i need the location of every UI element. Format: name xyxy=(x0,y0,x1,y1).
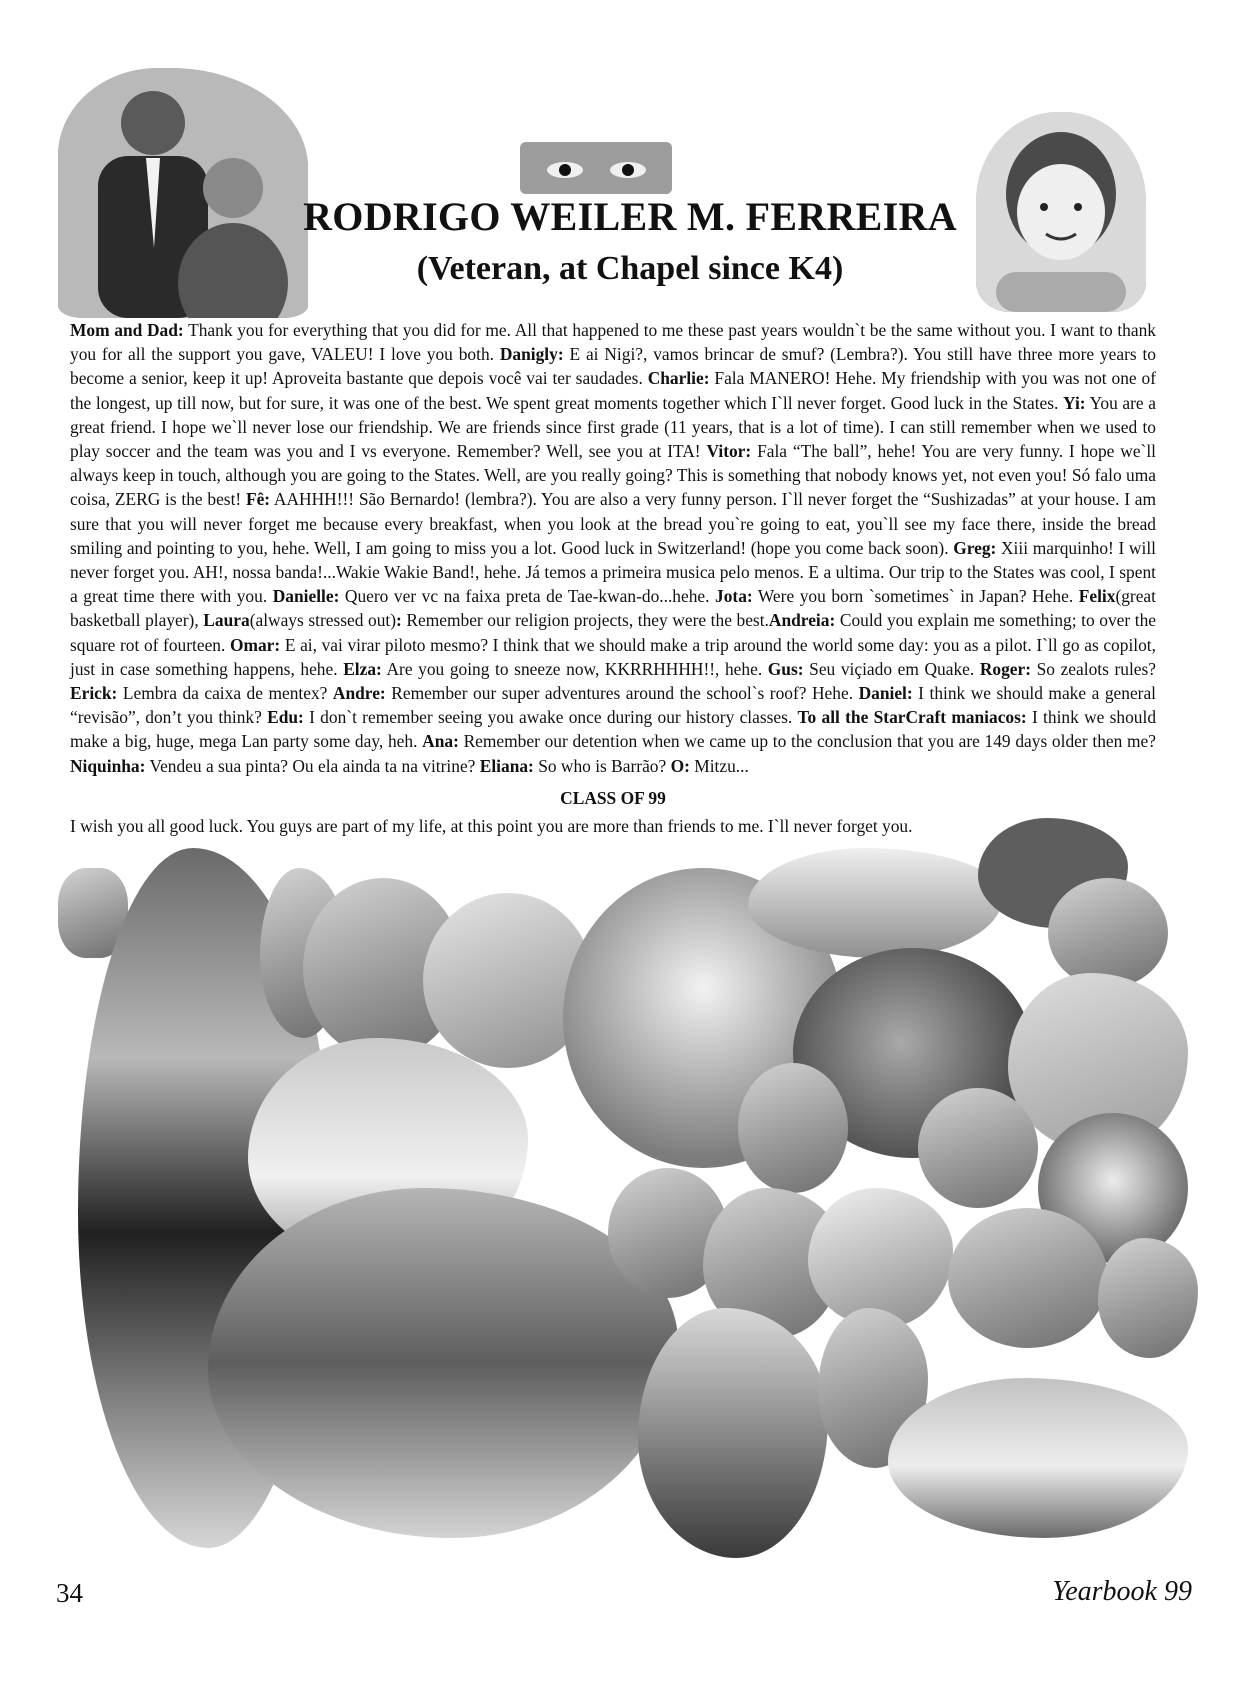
collage-photo-boy-sunglasses xyxy=(948,1208,1108,1348)
message-text: AAHHH!!! São Bernardo! (lembra?). You are also a very funny person. I`ll never forget the “Sushizadas” at your house. I am sure that you will never forget me because every breakfast, when you look at the bread you`re going to eat, you`ll see my face there, inside the bread smiling and pointing to you, hehe. Well, I am going to miss you a lot. Good luck in Switzerland! (hope you come back soon). xyxy=(70,489,1157,558)
message-text: Mitzu... xyxy=(689,755,749,776)
student-subtitle: (Veteran, at Chapel since K4) xyxy=(416,250,844,287)
message-recipient: Eliana: xyxy=(479,755,534,776)
message-recipient: Yi: xyxy=(1063,392,1086,413)
message-text: Fala “The ball”, hehe! You are very funny. I hope we`ll always keep in touch, although you are going to the States. Well, are you really going? This is something that nobody knows yet, not even you! Só falo uma coisa, ZERG is the best! xyxy=(70,441,1156,510)
eyes-icon xyxy=(520,142,672,194)
message-recipient: Greg: xyxy=(953,537,997,558)
collage-photo-blond-boy xyxy=(638,1308,828,1558)
message-text: (always stressed out) xyxy=(249,610,397,631)
message-text: E ai, vai virar piloto mesmo? I think that we should make a trip around the world some day: you as a pilot. I`ll go as copilot, just in case something happens, hehe. xyxy=(70,634,1156,679)
message-text: (great basketball player), xyxy=(70,586,1156,631)
message-text: Seu viçiado em Quake. xyxy=(803,658,980,679)
message-text: Remember our detention when we came up to the conclusion that you are 149 days older then me? xyxy=(458,731,1156,752)
message-recipient: To all the StarCraft maniacos: xyxy=(797,707,1027,728)
message-text: Lembra da caixa de mentex? xyxy=(117,683,333,704)
message-recipient: Erick: xyxy=(70,683,118,704)
page-number: 34 xyxy=(56,1578,83,1608)
message-recipient: Fê: xyxy=(245,489,271,510)
message-recipient: Gus: xyxy=(767,658,804,679)
message-text: So zealots rules? xyxy=(1031,658,1157,679)
message-recipient: Ana: xyxy=(422,731,459,752)
message-recipient: Roger: xyxy=(979,658,1032,679)
closing-line: I wish you all good luck. You guys are part of my life, at this point you are more than friends to me. I`ll never forget you. xyxy=(70,816,913,836)
child-portrait-photo xyxy=(976,112,1146,312)
message-recipient: Laura xyxy=(203,610,250,631)
message-recipient: O: xyxy=(670,755,690,776)
message-recipient: Andreia: xyxy=(768,610,836,631)
message-recipient: Danigly: xyxy=(499,344,564,365)
message-text: Remember our religion projects, they were the best. xyxy=(401,610,769,631)
page-title xyxy=(270,192,990,291)
collage-photo-boy-grin xyxy=(918,1088,1038,1208)
message-text: Vendeu a sua pinta? Ou ela ainda ta na vitrine? xyxy=(145,755,480,776)
message-text: Thank you for everything that you did for me. All that happened to me these past years wouldn`t be the same without you. I want to thank you for all the support you gave, VALEU! I love you both. xyxy=(70,320,1156,365)
message-recipient: Mom and Dad: xyxy=(70,320,184,340)
message-text: I think we should make a big, huge, mega Lan party some day, heh. xyxy=(70,707,1157,752)
message-text: E ai Nigi?, vamos brincar de smuf? (Lembra?). You still have three more years to become a senior, keep it up! Aproveita bastante que depois você vai ter saudades. xyxy=(70,344,1156,389)
photo-collage xyxy=(48,838,1196,1560)
message-text: You are a great friend. I hope we`ll never lose our friendship. We are friends since first grade (11 years, that is a lot of time). I can still remember when we used to play soccer and the team was you and I vs everyone. Remember? Well, see you at ITA! xyxy=(70,392,1156,462)
yearbook-title: Yearbook 99 xyxy=(1052,1576,1192,1607)
class-heading: CLASS OF 99 xyxy=(560,788,666,808)
collage-photo-four-friends xyxy=(888,1378,1188,1538)
message-recipient: Vitor: xyxy=(706,441,752,462)
message-recipient: Niquinha: xyxy=(70,755,146,776)
message-recipient: Jota: xyxy=(715,586,753,607)
message-text: Xiii marquinho! I will never forget you. AH!, nossa banda!...Wakie Wakie Band!, hehe. Já temos a primeira musica pelo menos. E a ultima. Our trip to the States was cool, I spent a great time there with you. xyxy=(70,537,1156,607)
message-recipient: Danielle: xyxy=(272,586,340,607)
message-recipient: Edu: xyxy=(267,707,304,728)
message-text: Quero ver vc na faixa preta de Tae-kwan-do...hehe. xyxy=(339,586,716,607)
message-text: Could you explain me something; to over the square rot of fourteen. xyxy=(70,610,1156,655)
message-recipient: Daniel: xyxy=(858,683,913,704)
message-text: Were you born `sometimes` in Japan? Hehe. xyxy=(752,586,1079,607)
collage-photo-boy-white-hat xyxy=(808,1188,953,1328)
message-recipient: Elza: xyxy=(343,658,382,679)
message-text: So who is Barrão? xyxy=(533,755,671,776)
child-face-icon xyxy=(976,112,1146,312)
message-text: Are you going to sneeze now, KKRRHHHH!!, hehe. xyxy=(381,658,768,679)
message-text: I think we should make a general “revisão”, don’t you think? xyxy=(70,683,1156,728)
collage-photo-boy-laughing xyxy=(1098,1238,1198,1358)
collage-photo-woman-face xyxy=(738,1063,848,1193)
collage-photo-beach-group xyxy=(748,848,1003,958)
message-text: Remember our super adventures around the school`s roof? Hehe. xyxy=(385,683,859,704)
student-name: RODRIGO WEILER M. FERREIRA xyxy=(303,194,957,239)
message-text: Fala MANERO! Hehe. My friendship with you was not one of the longest, up till now, but for sure, it was one of the best. We spent great moments together which I`ll never forget. Good luck in the States. xyxy=(70,368,1156,413)
message-recipient: Andre: xyxy=(332,683,386,704)
message-recipient: Charlie: xyxy=(647,368,710,389)
message-text: I don`t remember seeing you awake once during our history classes. xyxy=(303,707,798,728)
collage-photo-girl-hat xyxy=(1048,878,1168,988)
message-recipient: Felix xyxy=(1078,586,1116,607)
message-recipient: : xyxy=(396,610,402,631)
message-recipient: Omar: xyxy=(229,634,281,655)
dedication-paragraph xyxy=(70,318,1156,778)
eyes-strip-photo xyxy=(520,142,672,194)
